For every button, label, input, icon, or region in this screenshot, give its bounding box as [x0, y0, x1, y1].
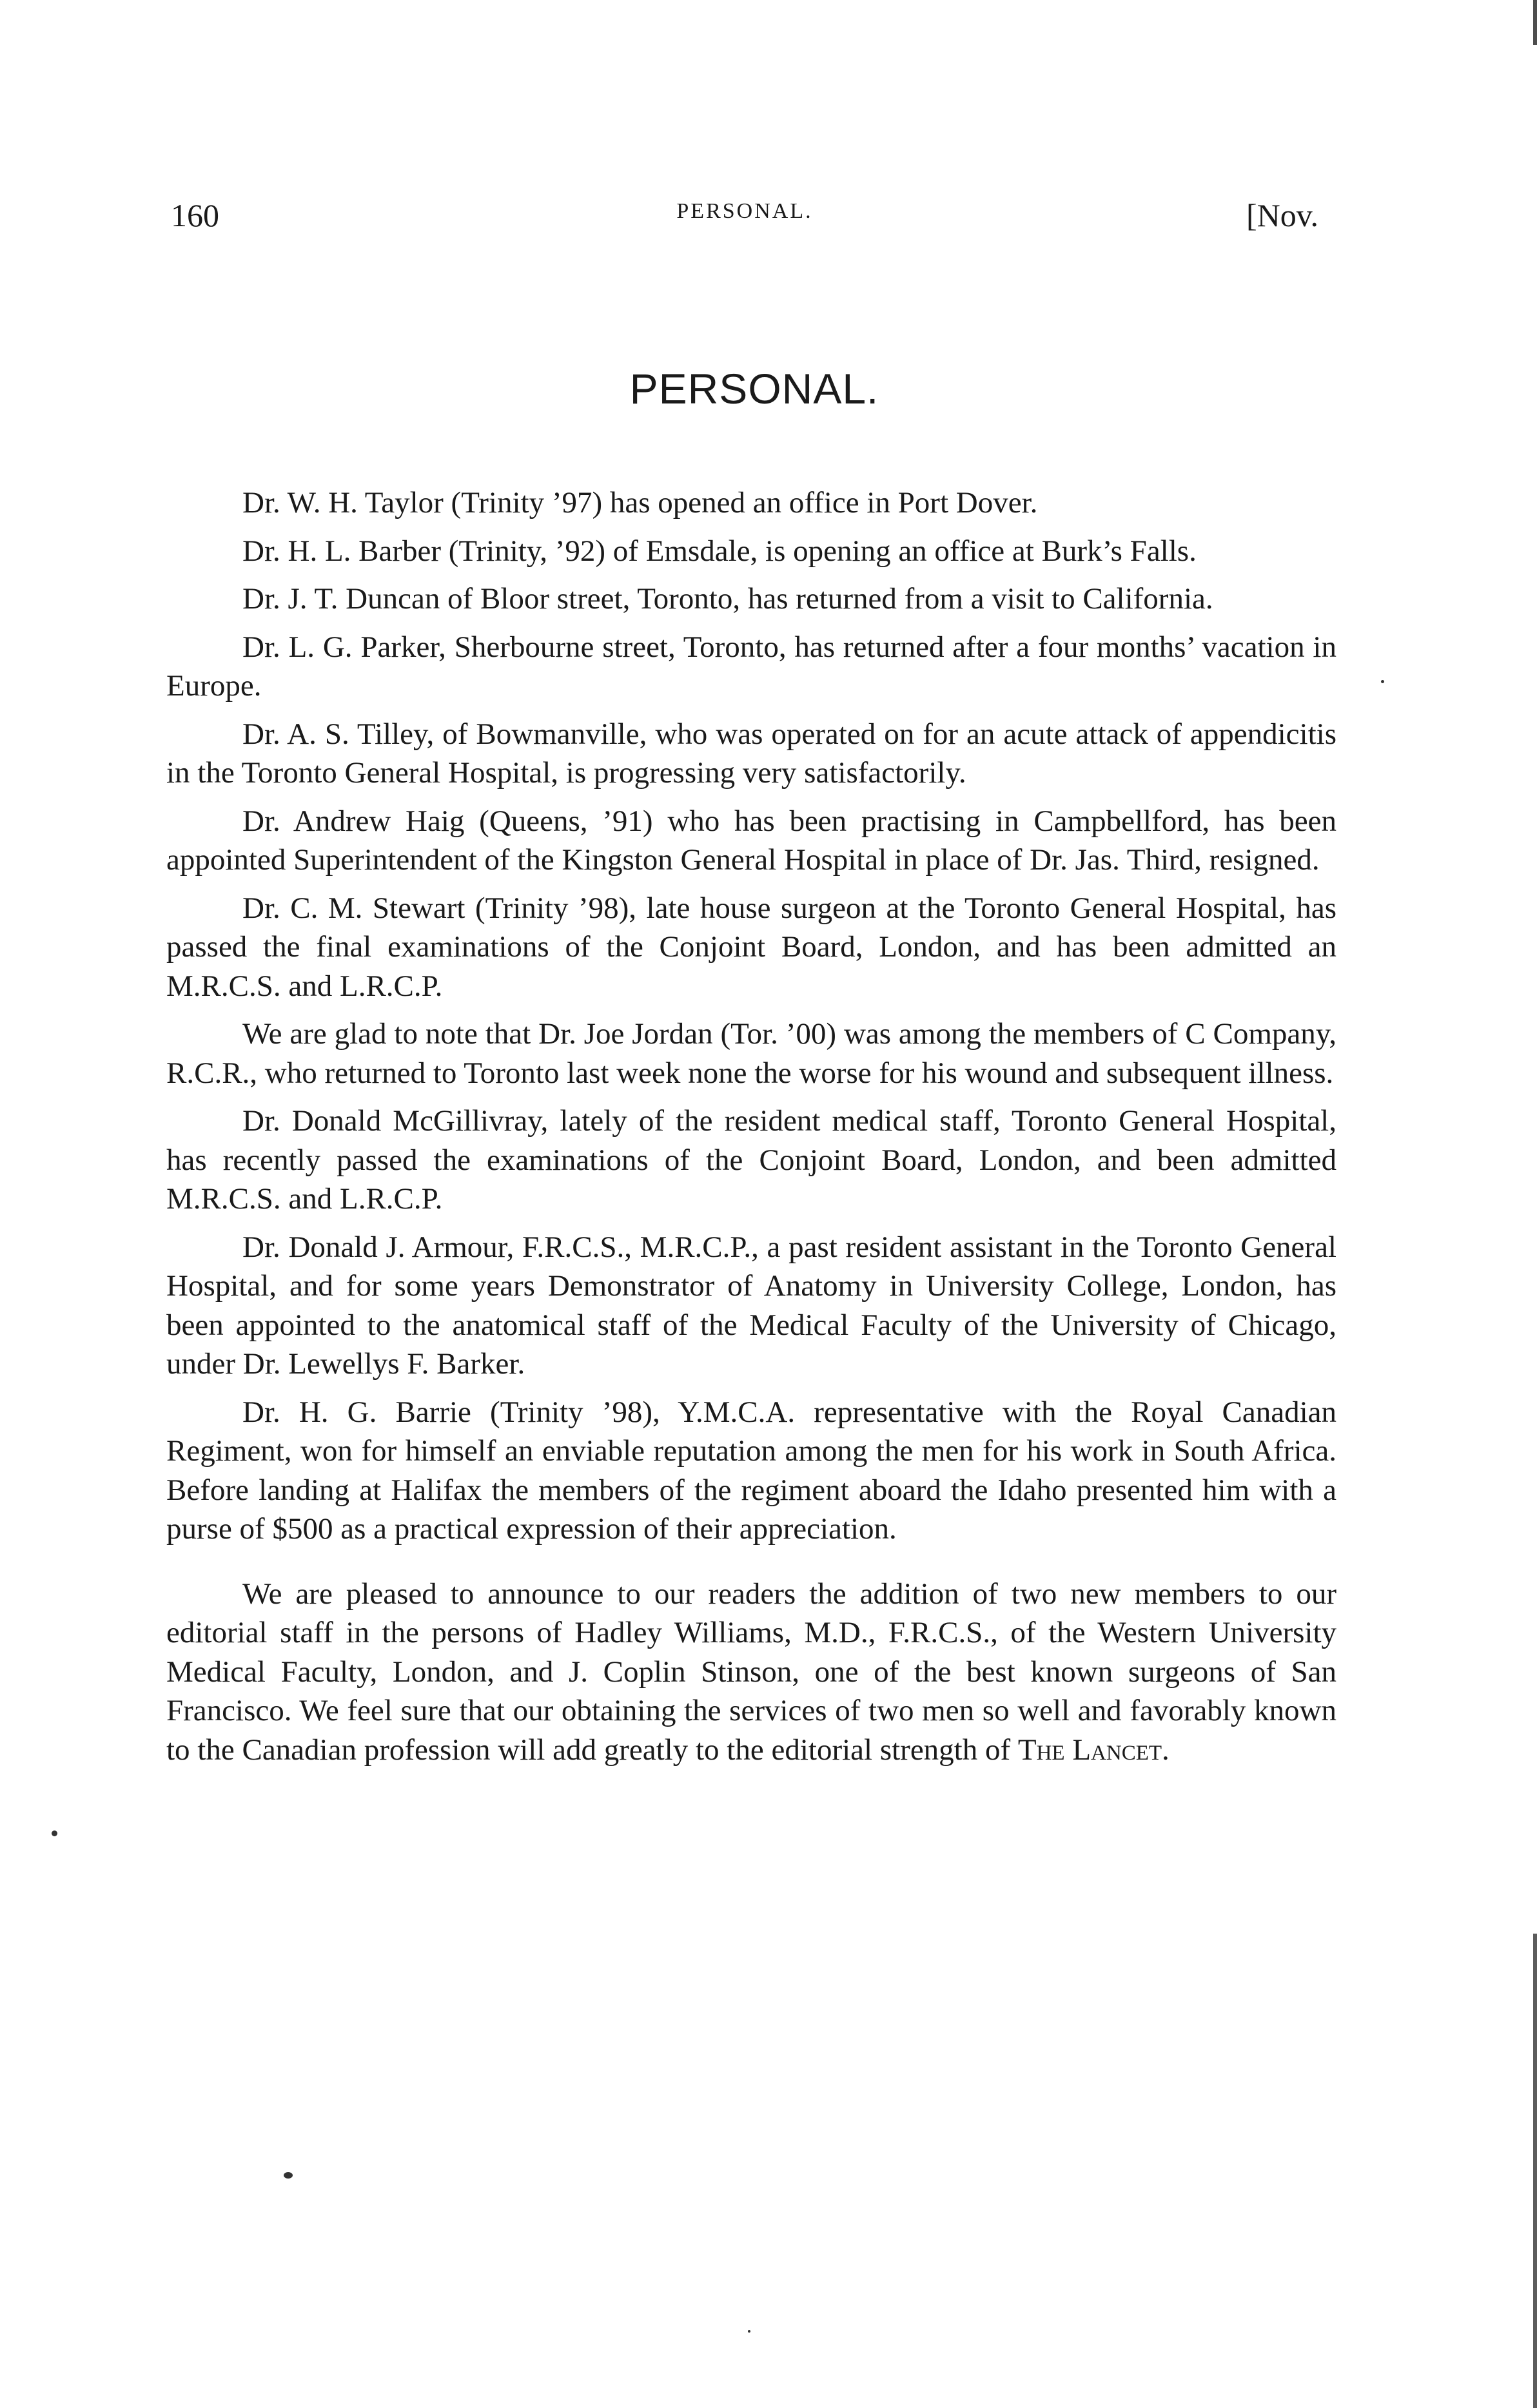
ink-speck: [748, 2330, 750, 2333]
journal-name: The Lancet: [1017, 1733, 1162, 1767]
page-edge-shadow: [1533, 0, 1537, 2408]
paragraph: Dr. Donald McGillivray, lately of the resident medical staff, Toronto General Hospital, has recently passed the examinations of the Conjoint Board, London, and been admitted M.R.C.S. and L.R.C.P.: [166, 1104, 1336, 1216]
paragraph: Dr. W. H. Taylor (Trinity ’97) has opened an office in Port Dover.: [242, 486, 1038, 519]
page-header: [171, 197, 1318, 242]
closing-text: We are pleased to announce to our readers the addition of two new members to our editorial staff in the persons of Hadley Williams, M.D., F.R.C.S., of the Western University Medical Faculty, London, and J. Coplin Stinson, one of the best known surgeons of San Francisco. We feel sure that our obtaining the services of two men so well and favorably known to the Canadian profession will add greatly to the editorial strength of: [166, 1577, 1336, 1767]
ink-speck: [284, 2172, 293, 2179]
paragraph: Dr. H. G. Barrie (Trinity ’98), Y.M.C.A. representative with the Royal Canadian Regiment, won for himself an enviable reputation among the men for his work in South Africa. Before landing at Halifax the members of the regiment aboard the Idaho presented him with a purse of $500 as a practical expression of their appreciation.: [166, 1395, 1336, 1546]
page-number: 160: [171, 197, 219, 233]
running-title: PERSONAL.: [676, 199, 813, 223]
ink-speck: [1381, 680, 1384, 683]
paragraph: Dr. J. T. Duncan of Bloor street, Toronto, has returned from a visit to California.: [242, 582, 1213, 616]
paragraph: Dr. C. M. Stewart (Trinity ’98), late house surgeon at the Toronto General Hospital, has passed the final examinations of the Conjoint Board, London, and has been admitted an M.R.C.S. and L.R.C.P.: [166, 891, 1336, 1003]
article-body: [166, 483, 1336, 1778]
section-title: PERSONAL.: [629, 365, 879, 413]
issue-month: [Nov.: [1246, 197, 1318, 233]
closing-period: .: [1162, 1733, 1170, 1767]
paragraph: Dr. Donald J. Armour, F.R.C.S., M.R.C.P., a past resident assistant in the Toronto General Hospital, and for some years Demonstrator of Anatomy in University College, London, has been appointed to the anatomical staff of the Medical Faculty of the University of Chicago, under Dr. Lewellys F. Barker.: [166, 1230, 1336, 1381]
paragraph: Dr. L. G. Parker, Sherbourne street, Toronto, has returned after a four months’ vacation in Europe.: [166, 630, 1336, 703]
paragraph: Dr. H. L. Barber (Trinity, ’92) of Emsdale, is opening an office at Burk’s Falls.: [242, 534, 1197, 568]
paragraph: Dr. Andrew Haig (Queens, ’91) who has been practising in Campbellford, has been appointed Superintendent of the Kingston General Hospital in place of Dr. Jas. Third, resigned.: [166, 804, 1336, 877]
closing-paragraph: [166, 1575, 1336, 1770]
paragraph: We are glad to note that Dr. Joe Jordan (Tor. ’00) was among the members of C Company, R.C.R., who returned to Toronto last week none the worse for his wound and subsequent illness.: [166, 1017, 1336, 1090]
ink-speck: [52, 1830, 57, 1836]
paragraph: Dr. A. S. Tilley, of Bowmanville, who was operated on for an acute attack of appendicitis in the Toronto General Hospital, is progressing very satisfactorily.: [166, 717, 1336, 790]
